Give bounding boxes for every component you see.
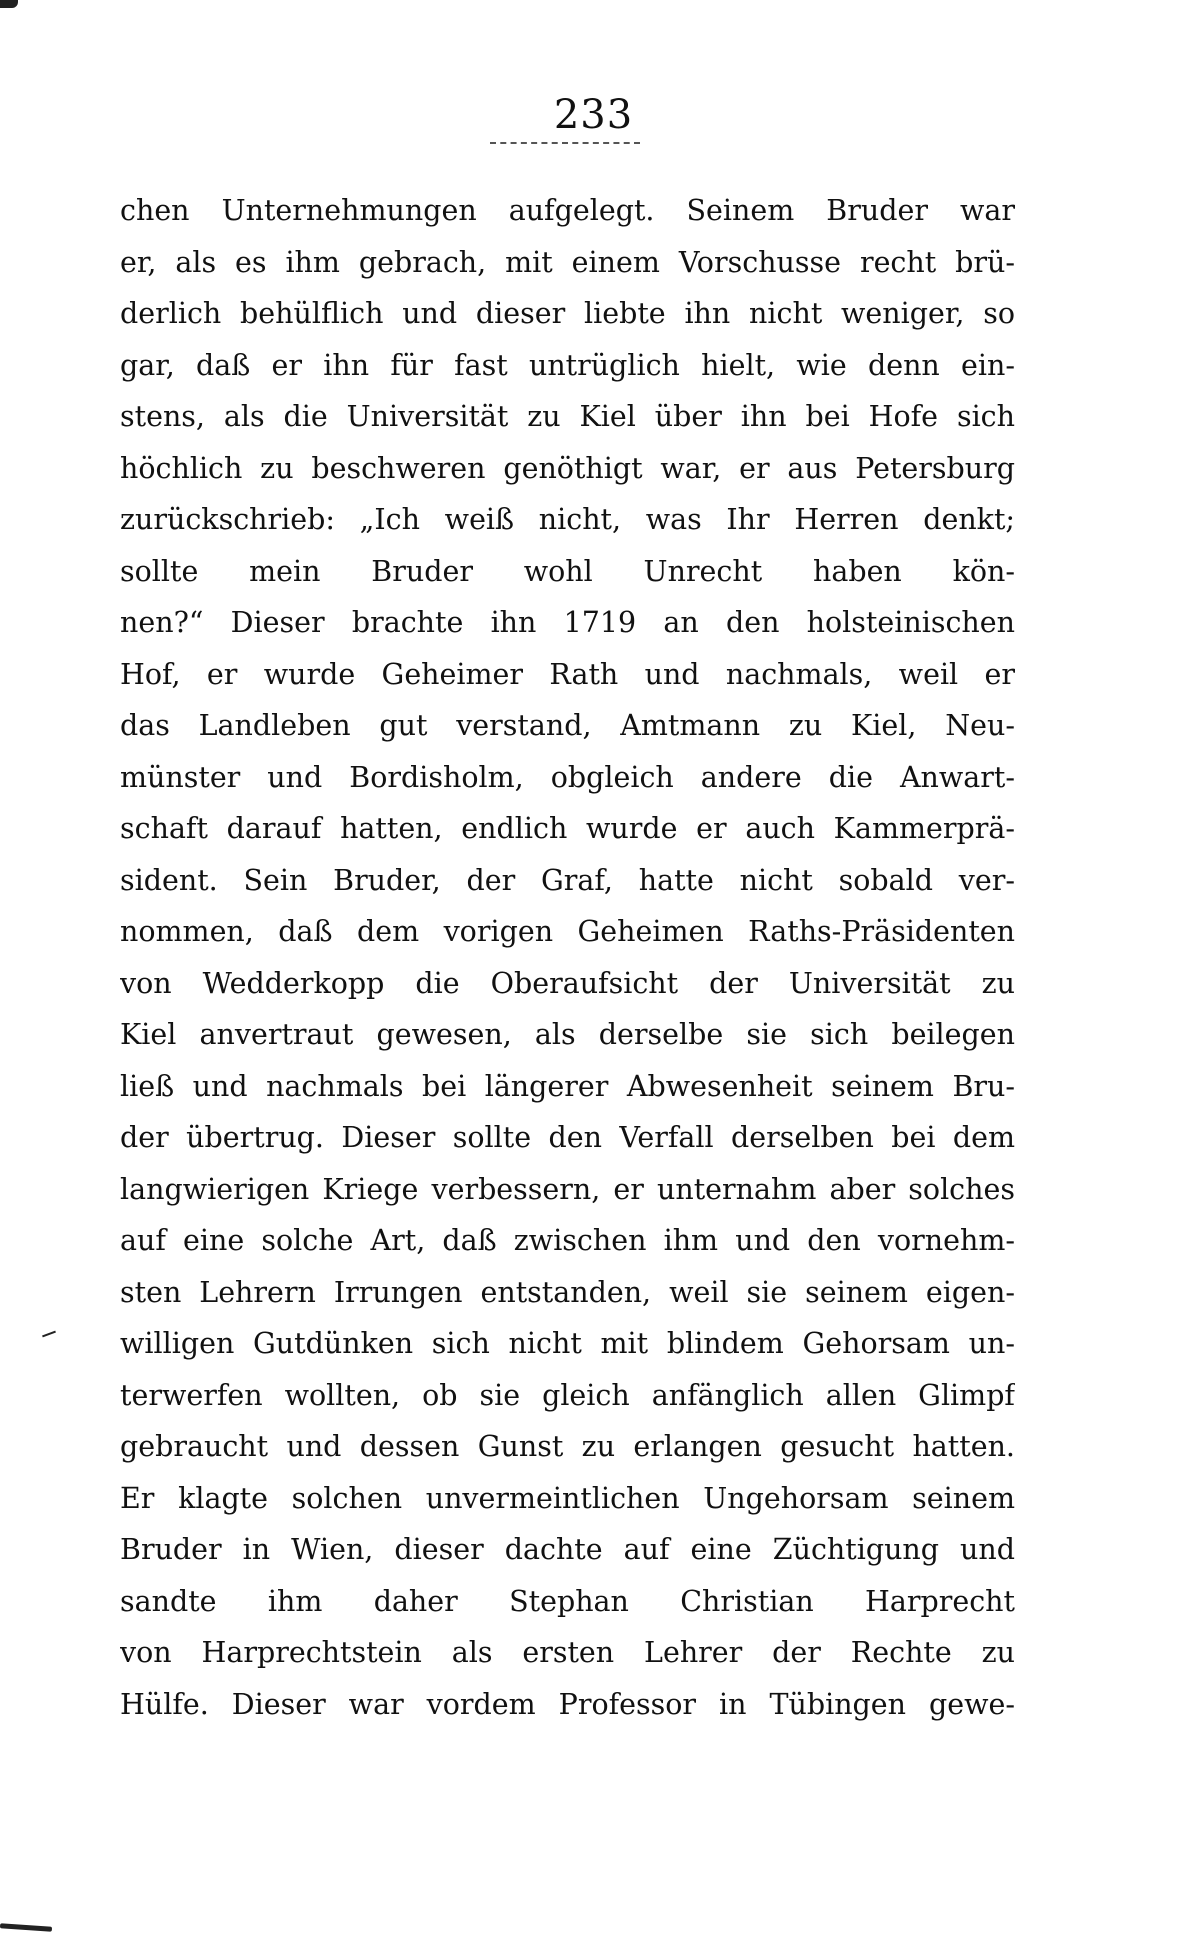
text-line: auf eine solche Art, daß zwischen ihm und den vornehm-: [120, 1224, 1015, 1257]
text-line: nen?“ Dieser brachte ihn 1719 an den holsteinischen: [120, 606, 1015, 639]
text-line: Hülfe. Dieser war vordem Professor in Tübingen gewe-: [120, 1687, 1015, 1721]
text-line: stens, als die Universität zu Kiel über ihn bei Hofe sich: [120, 400, 1015, 433]
text-line: von Harprechtstein als ersten Lehrer der Rechte zu: [120, 1636, 1015, 1669]
text-line: von Wedderkopp die Oberaufsicht der Universität zu: [120, 966, 1015, 1000]
text-line: Bruder in Wien, dieser dachte auf eine Züchtigung und: [120, 1533, 1015, 1566]
text-line: sandte ihm daher Stephan Christian Harprecht: [120, 1584, 1015, 1618]
text-line: höchlich zu beschweren genöthigt war, er aus Petersburg: [120, 451, 1015, 485]
text-line: nommen, daß dem vorigen Geheimen Raths-Präsidenten: [120, 915, 1015, 948]
text-line: langwierigen Kriege verbessern, er unternahm aber solches: [120, 1172, 1015, 1206]
text-line: sten Lehrern Irrungen entstanden, weil sie seinem eigen-: [120, 1275, 1015, 1309]
text-line: Hof, er wurde Geheimer Rath und nachmals, weil er: [120, 657, 1015, 691]
text-line: er, als es ihm gebrach, mit einem Vorschusse recht brü-: [120, 245, 1015, 279]
text-line: willigen Gutdünken sich nicht mit blindem Gehorsam un-: [120, 1327, 1015, 1360]
text-line: sident. Sein Bruder, der Graf, hatte nicht sobald ver-: [120, 863, 1015, 897]
page-number: 233: [553, 92, 634, 138]
text-line: münster und Bordisholm, obgleich andere die Anwart-: [120, 760, 1015, 794]
page-number-rule: [490, 142, 640, 144]
body-text: [120, 185, 1015, 1730]
text-line: der übertrug. Dieser sollte den Verfall derselben bei dem: [120, 1121, 1015, 1154]
text-line: zurückschrieb: „Ich weiß nicht, was Ihr Herren denkt;: [120, 503, 1015, 536]
text-line: schaft darauf hatten, endlich wurde er auch Kammerprä-: [120, 812, 1015, 845]
text-line: gar, daß er ihn für fast untrüglich hielt, wie denn ein-: [120, 348, 1015, 382]
ink-mark-bottom: [0, 1923, 52, 1932]
text-line: Er klagte solchen unvermeintlichen Ungehorsam seinem: [120, 1481, 1015, 1515]
text-line: ließ und nachmals bei längerer Abwesenheit seinem Bru-: [120, 1069, 1015, 1103]
ink-mark-top: [0, 0, 18, 8]
text-line: das Landleben gut verstand, Amtmann zu Kiel, Neu-: [120, 709, 1015, 742]
text-line: derlich behülflich und dieser liebte ihn nicht weniger, so: [120, 297, 1015, 330]
text-line: terwerfen wollten, ob sie gleich anfänglich allen Glimpf: [120, 1378, 1015, 1412]
text-line: Kiel anvertraut gewesen, als derselbe sie sich beilegen: [120, 1018, 1015, 1051]
text-line: chen Unternehmungen aufgelegt. Seinem Bruder war: [120, 194, 1015, 227]
text-line: gebraucht und dessen Gunst zu erlangen gesucht hatten.: [120, 1430, 1015, 1463]
text-line: sollte mein Bruder wohl Unrecht haben kön-: [120, 554, 1015, 588]
ink-mark-margin: [42, 1331, 56, 1338]
